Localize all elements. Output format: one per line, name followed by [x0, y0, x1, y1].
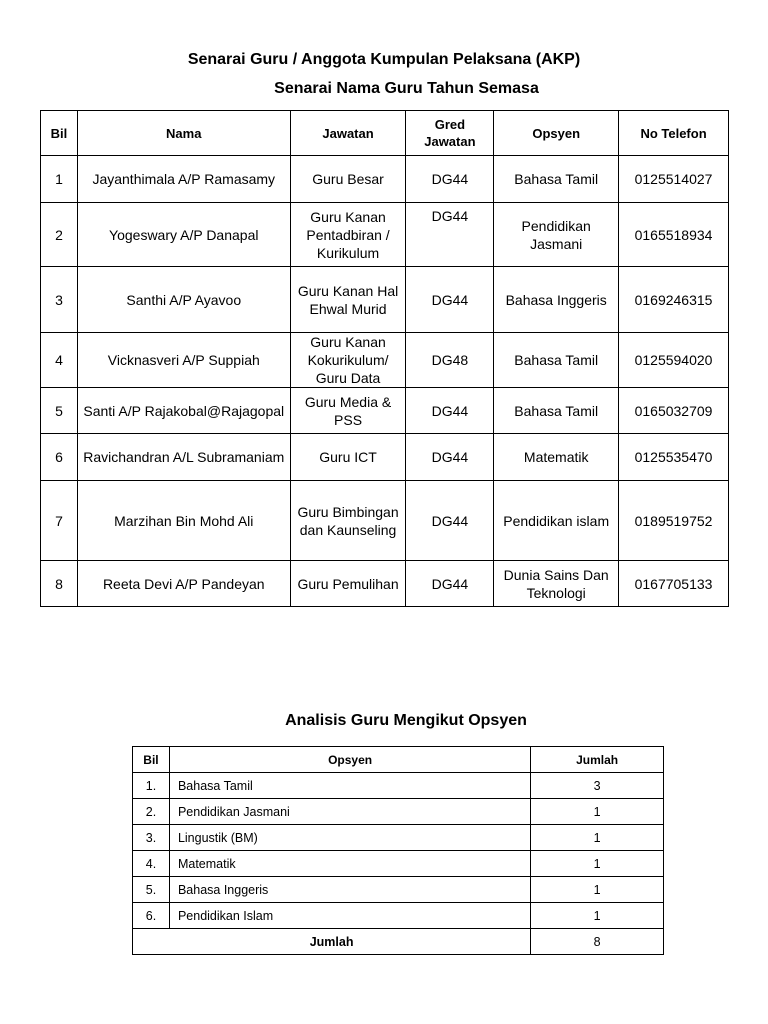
- cell-telefon: 0125535470: [619, 434, 729, 481]
- cell-gred: DG44: [406, 561, 494, 607]
- table-row: [133, 903, 664, 929]
- table-row: [133, 825, 664, 851]
- cell-bil: 6.: [133, 903, 170, 929]
- cell-opsyen: Bahasa Tamil: [169, 773, 530, 799]
- cell-nama: Vicknasveri A/P Suppiah: [77, 333, 290, 388]
- cell-bil: 2: [41, 203, 78, 267]
- cell-gred: DG48: [406, 333, 494, 388]
- cell-nama: Santi A/P Rajakobal@Rajagopal: [77, 388, 290, 434]
- cell-opsyen: Bahasa Tamil: [494, 333, 619, 388]
- cell-bil: 6: [41, 434, 78, 481]
- cell-telefon: 0169246315: [619, 267, 729, 333]
- cell-bil: 4.: [133, 851, 170, 877]
- cell-opsyen: Pendidikan islam: [494, 481, 619, 561]
- table-row: [133, 773, 664, 799]
- cell-opsyen: Bahasa Tamil: [494, 156, 619, 203]
- cell-jawatan: Guru Kanan Kokurikulum/ Guru Data: [290, 333, 406, 388]
- teacher-list-table: [40, 110, 729, 607]
- table-row: [41, 434, 729, 481]
- table-row: [133, 799, 664, 825]
- total-row: [133, 929, 664, 955]
- cell-bil: 2.: [133, 799, 170, 825]
- cell-opsyen: Pendidikan Jasmani: [169, 799, 530, 825]
- cell-gred: DG44: [406, 267, 494, 333]
- cell-gred: DG44: [406, 481, 494, 561]
- cell-telefon: 0165032709: [619, 388, 729, 434]
- header-telefon: No Telefon: [619, 111, 729, 156]
- cell-nama: Reeta Devi A/P Pandeyan: [77, 561, 290, 607]
- cell-opsyen: Matematik: [494, 434, 619, 481]
- cell-telefon: 0189519752: [619, 481, 729, 561]
- table-row: [133, 877, 664, 903]
- cell-jumlah: 1: [531, 799, 664, 825]
- cell-opsyen: Pendidikan Jasmani: [494, 203, 619, 267]
- cell-opsyen: Lingustik (BM): [169, 825, 530, 851]
- cell-opsyen: Matematik: [169, 851, 530, 877]
- cell-jawatan: Guru Bimbingan dan Kaunseling: [290, 481, 406, 561]
- cell-opsyen: Bahasa Tamil: [494, 388, 619, 434]
- table-row: [41, 203, 729, 267]
- cell-nama: Ravichandran A/L Subramaniam: [77, 434, 290, 481]
- header-jumlah: Jumlah: [531, 747, 664, 773]
- table-row: [133, 851, 664, 877]
- cell-bil: 5: [41, 388, 78, 434]
- cell-telefon: 0165518934: [619, 203, 729, 267]
- cell-jawatan: Guru Pemulihan: [290, 561, 406, 607]
- table-row: [41, 561, 729, 607]
- analysis-title: Analisis Guru Mengikut Opsyen: [285, 712, 527, 729]
- cell-jawatan: Guru Besar: [290, 156, 406, 203]
- document-subtitle: Senarai Nama Guru Tahun Semasa: [274, 80, 539, 97]
- cell-bil: 3: [41, 267, 78, 333]
- cell-nama: Jayanthimala A/P Ramasamy: [77, 156, 290, 203]
- cell-telefon: 0125514027: [619, 156, 729, 203]
- cell-gred: DG44: [406, 388, 494, 434]
- table-row: [41, 267, 729, 333]
- header-bil: Bil: [133, 747, 170, 773]
- cell-nama: Yogeswary A/P Danapal: [77, 203, 290, 267]
- cell-telefon: 0125594020: [619, 333, 729, 388]
- cell-opsyen: Bahasa Inggeris: [169, 877, 530, 903]
- cell-bil: 1: [41, 156, 78, 203]
- cell-jumlah: 1: [531, 851, 664, 877]
- cell-jawatan: Guru Kanan Hal Ehwal Murid: [290, 267, 406, 333]
- cell-bil: 1.: [133, 773, 170, 799]
- table-header-row: [133, 747, 664, 773]
- cell-gred: DG44: [406, 434, 494, 481]
- cell-jumlah: 1: [531, 877, 664, 903]
- opsyen-analysis-table: [132, 746, 664, 955]
- cell-bil: 3.: [133, 825, 170, 851]
- cell-jumlah: 1: [531, 903, 664, 929]
- cell-nama: Marzihan Bin Mohd Ali: [77, 481, 290, 561]
- table-row: [41, 333, 729, 388]
- cell-jumlah: 3: [531, 773, 664, 799]
- cell-jawatan: Guru ICT: [290, 434, 406, 481]
- cell-bil: 4: [41, 333, 78, 388]
- table-row: [41, 481, 729, 561]
- cell-bil: 5.: [133, 877, 170, 903]
- cell-jawatan: Guru Media & PSS: [290, 388, 406, 434]
- header-jawatan: Jawatan: [290, 111, 406, 156]
- cell-telefon: 0167705133: [619, 561, 729, 607]
- header-opsyen: Opsyen: [169, 747, 530, 773]
- header-opsyen: Opsyen: [494, 111, 619, 156]
- cell-jawatan: Guru Kanan Pentadbiran / Kurikulum: [290, 203, 406, 267]
- header-gred: Gred Jawatan: [406, 111, 494, 156]
- cell-nama: Santhi A/P Ayavoo: [77, 267, 290, 333]
- total-value: 8: [531, 929, 664, 955]
- header-nama: Nama: [77, 111, 290, 156]
- cell-opsyen: Pendidikan Islam: [169, 903, 530, 929]
- cell-gred: DG44: [406, 156, 494, 203]
- cell-bil: 8: [41, 561, 78, 607]
- table-header-row: [41, 111, 729, 156]
- header-bil: Bil: [41, 111, 78, 156]
- total-label: Jumlah: [133, 929, 531, 955]
- table-row: [41, 156, 729, 203]
- cell-gred: DG44: [406, 203, 494, 267]
- cell-opsyen: Bahasa Inggeris: [494, 267, 619, 333]
- table-row: [41, 388, 729, 434]
- cell-bil: 7: [41, 481, 78, 561]
- cell-opsyen: Dunia Sains Dan Teknologi: [494, 561, 619, 607]
- cell-jumlah: 1: [531, 825, 664, 851]
- document-title: Senarai Guru / Anggota Kumpulan Pelaksana (AKP): [187, 51, 581, 68]
